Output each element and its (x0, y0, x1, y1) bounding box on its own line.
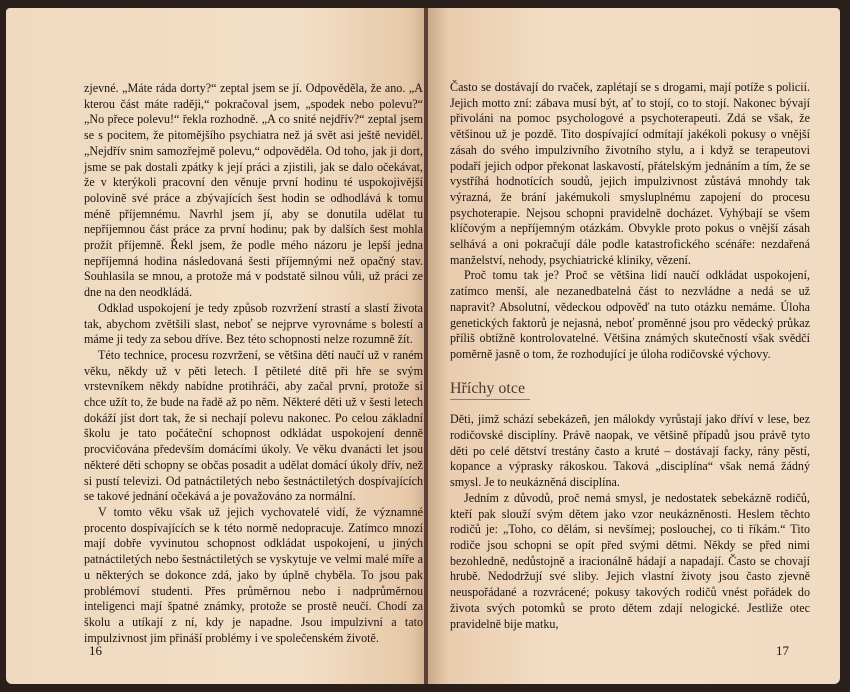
heading-underline (450, 399, 530, 400)
paragraph: V tomto věku však už jejich vychovatelé vidí, že významné procento dospívajících se k této normě nedopracuje. Zatímco mnozí mají dobře vyvinutou schopnost odkládat uspokojení, u jiných patnáctiletých nebo šestnáctiletých se vyskytuje ve velmi malé míře a u některých se dokonce zdá, jako by úplně chyběla. To jsou pak problémoví studenti. Přes průměrnou nebo i nadprůměrnou inteligenci mají špatné známky, protože se prostě neučí. Chodí za školu a utíkají z ní, kdy je napadne. Jsou impulzivní a tato impulzivnost jim přináší problémy i ve společenském životě. (84, 504, 423, 645)
paragraph: Odklad uspokojení je tedy způsob rozvržení strastí a slastí života tak, abychom zvětšili slast, neboť se nejprve vyrovnáme s bolestí a máme ji tedy za sebou dříve. Bez této schopnosti nelze rozumně žít. (84, 300, 423, 347)
paragraph: Této technice, procesu rozvržení, se většina dětí naučí už v raném věku, někdy už v pěti letech. I pětileté dítě při hře se svým vrstevníkem někdy nabídne protihráči, aby začal první, protože si chce užít to, že bude na řadě až po něm. Některé děti už v šesti letech dokáží jíst dort tak, že si nechají polevu nakonec. Po celou základní školu je tato počáteční schopnost odkládat uspokojení denně procvičována především domácími úkoly. Ve věku dvanácti let jsou některé děti schopny se občas posadit a udělat domácí úkoly dřív, než si pustí televizi. Od patnáctiletých nebo šestnáctiletých dospívajících se takové jednání očekává a je považováno za normální. (84, 347, 423, 504)
paragraph: Často se dostávají do rvaček, zaplétají se s drogami, mají potíže s policií. Jejich motto zní: zábava musí být, ať to stojí, co to stojí. Nakonec bývají přivoláni na pomoc psychologové a psychoterapeuti. Zdá se však, že většinou už je pozdě. Tito dospívající odmítají jakékoli pokusy o vnější zásah do svého impulzivního životního stylu, a i když se terapeutovi podaří jejich odpor překonat laskavostí, přátelským jednáním a tím, že se vystříhá hodnotících soudů, jejich impulzivnost zůstává mnohdy tak výrazná, že brání jakémukoli smysluplnému zapojení do procesu psychoterapie. Nejsou schopni pravidelně docházet. Vyhýbají se všem klíčovým a nepříjemným otázkám. Obvykle proto pokus o vnější zásah selhává a oni pokračují dále podle katastrofického scénáře: nezdařená manželství, nehody, psychiatrické kliniky, vězení. (450, 80, 810, 267)
left-page-body (84, 81, 423, 646)
right-page (428, 8, 840, 684)
section-heading (450, 381, 810, 401)
paragraph: zjevné. „Máte ráda dorty?“ zeptal jsem se jí. Odpověděla, že ano. „A kterou část máte raději,“ pokračoval jsem, „spodek nebo polevu?“ „No přece polevu!“ řekla rozhodně. „A co snité nejdřív?“ zeptal jsem se s pocitem, že pitomějšího psychiatra než já svět asi ještě neviděl. „Nejdřív snim samozřejmě polevu,“ odpověděla. Od toho, jak ji dort, jsme se pak dostali zpátky k její práci a zjistili, jak se dalo očekávat, že v kterýkoli pracovní den věnuje první hodinu té uspokojivější polovině své práce a zbývajících šest hodin se odhodlává k tomu méně příjemnému. Navrhl jsem jí, aby se donutila udělat tu nepříjemnou část práce za první hodinu; pak by dalších šest mohla prožít příjemně. Řekl jsem, že podle mého názoru je lepší jedna nepříjemná hodina následovaná šesti příjemnými než opačný stav. Souhlasila se mnou, a protože má v podstatě silnou vůli, už práci ze dne na den neodkládá. (84, 81, 423, 300)
page-number: 16 (89, 643, 102, 658)
page-number: 17 (776, 643, 789, 658)
paragraph: Děti, jimž schází sebekázeň, jen málokdy vyrůstají jako dříví v lese, bez rodičovské disciplíny. Právě naopak, ve většině případů jsou právě tyto děti po celé dětství trestány často a kruté – dostávají facky, rány pěstí, kopance a výprasky rákoskou. Taková „disciplína“ však nemá žádný smysl. Je to neukázněná disciplína. (450, 412, 810, 490)
paragraph: Jedním z důvodů, proč nemá smysl, je nedostatek sebekázně rodičů, kteří pak slouží svým dětem jako vzor neukázněnosti. Heslem těchto rodičů je: „Toho, co dělám, si nevšímej; poslouchej, co ti říkám.“ Tito rodiče jsou schopni se opít před svými dětmi. Někdy se před nimi bezohledně, nedůstojně a iracionálně hádají a napadají. Často se chovají hrubě. Nedodržují své sliby. Jejich vlastní životy jsou často zjevně neuspořádané a rozvrácené; pokusy takových rodičů vnést pořádek do života svých potomků se proto dětem zdají nelogické. Jestliže otec pravidelně bije matku, (450, 490, 810, 631)
paragraph: Proč tomu tak je? Proč se většina lidí naučí odkládat uspokojení, zatímco menší, ale nezanedbatelná část to nezvládne a nedá se už napravit? Absolutní, vědeckou odpověď na tuto otázku nemáme. Úloha genetických faktorů je nejasná, neboť proměnné jsou pro vědecký průkaz příliš obtížně kontrolovatelné. Většina známých skutečností však svědčí poměrně jasně o tom, že rozhodující je úloha rodičovské výchovy. (450, 268, 810, 361)
left-page (6, 8, 426, 684)
section-heading-text: Hříchy otce (450, 379, 526, 397)
right-page-body (450, 80, 810, 632)
